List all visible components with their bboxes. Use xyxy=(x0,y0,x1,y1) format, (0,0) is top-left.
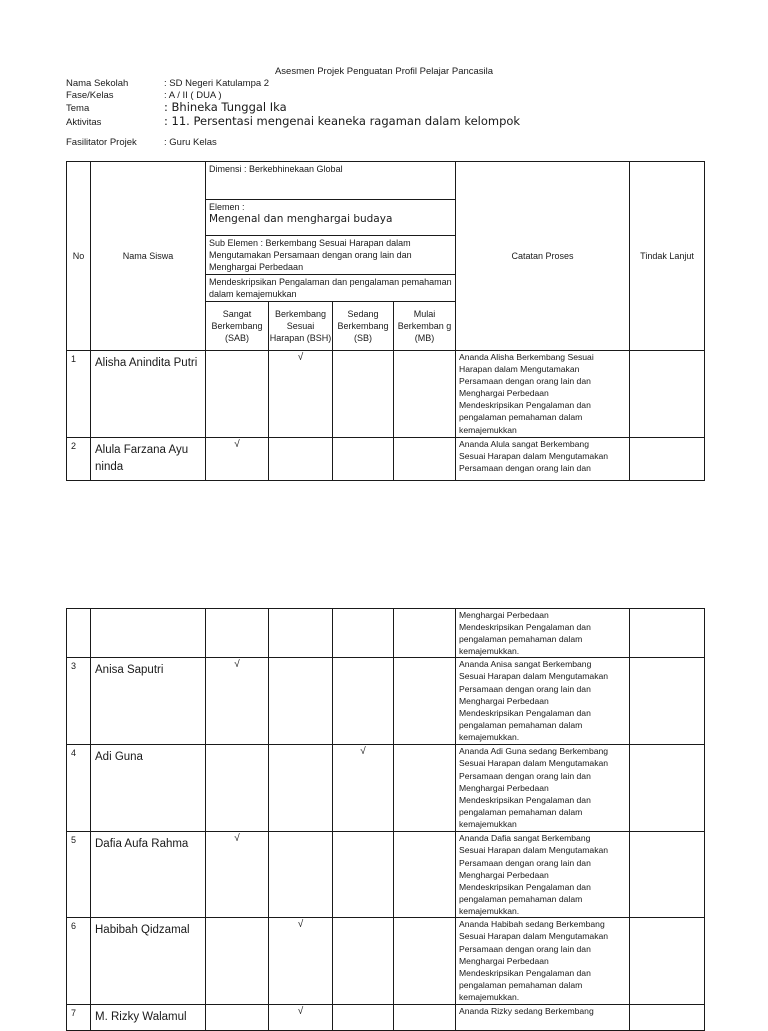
header-follow-up: Tindak Lanjut xyxy=(630,162,705,351)
level-cell xyxy=(269,745,333,832)
level-cell xyxy=(269,609,333,658)
note-line: kemajemukkan. xyxy=(459,646,520,657)
note-line: Ananda Habibah sedang Berkembang xyxy=(459,919,605,930)
table-row xyxy=(67,351,705,438)
level-cell xyxy=(206,918,269,1005)
table-row xyxy=(67,438,705,481)
level-cell xyxy=(333,832,394,918)
note-line: kemajemukkan xyxy=(459,424,517,435)
row-number: 3 xyxy=(67,658,91,745)
note-line: Mendeskripsikan Pengalaman dan xyxy=(459,794,591,805)
note-line: pengalaman pemahaman dalam xyxy=(459,412,583,423)
process-note xyxy=(456,351,630,438)
header-element xyxy=(206,200,456,236)
note-line: Ananda Alula sangat Berkembang xyxy=(459,439,589,449)
note-line: Mendeskripsikan Pengalaman dan xyxy=(459,967,591,978)
header-sub-element: Sub Elemen : Berkembang Sesuai Harapan dalam Mengutamakan Persamaan dengan orang lain dan Menghargai Perbedaan xyxy=(206,236,456,275)
note-line: Persamaan dengan orang lain dan xyxy=(459,857,591,868)
level-cell xyxy=(333,351,394,438)
level-cell xyxy=(206,438,269,481)
follow-up-cell xyxy=(630,351,705,438)
note-line: Harapan dalam Mengutamakan xyxy=(459,364,580,375)
table-row xyxy=(67,609,705,658)
student-name xyxy=(91,609,206,658)
table-row xyxy=(67,658,705,745)
table-row xyxy=(67,745,705,832)
level-cell xyxy=(269,351,333,438)
level-cell xyxy=(269,658,333,745)
student-name: Alula Farzana Ayu ninda xyxy=(91,438,206,481)
level-cell xyxy=(206,351,269,438)
level-cell xyxy=(206,609,269,658)
info-value: : Guru Kelas xyxy=(164,137,217,148)
note-line: kemajemukkan. xyxy=(459,991,520,1002)
note-line: Ananda Dafia sangat Berkembang xyxy=(459,833,591,844)
info-label: Nama Sekolah xyxy=(66,78,129,89)
header-process-notes: Catatan Proses xyxy=(456,162,630,351)
note-line: kemajemukkan xyxy=(459,818,517,829)
level-cell xyxy=(269,832,333,918)
row-number xyxy=(67,609,91,658)
table-row xyxy=(67,1005,705,1031)
follow-up-cell xyxy=(630,438,705,481)
level-cell xyxy=(394,438,456,481)
note-line: pengalaman pemahaman dalam xyxy=(459,634,583,645)
note-line: Menghargai Perbedaan xyxy=(459,955,549,966)
follow-up-cell xyxy=(630,609,705,658)
note-line: Sesuai Harapan dalam Mengutamakan xyxy=(459,671,609,682)
level-cell xyxy=(206,832,269,918)
note-line: kemajemukkan. xyxy=(459,731,520,742)
level-cell xyxy=(394,609,456,658)
note-line: Mendeskripsikan Pengalaman dan xyxy=(459,622,591,633)
note-line: Menghargai Perbedaan xyxy=(459,388,549,399)
level-cell xyxy=(333,745,394,832)
note-line: pengalaman pemahaman dalam xyxy=(459,893,583,904)
check-mark: √ xyxy=(234,659,240,671)
note-line: Ananda Rizky sedang Berkembang xyxy=(459,1006,594,1017)
note-line: pengalaman pemahaman dalam xyxy=(459,806,583,817)
info-label: Fase/Kelas xyxy=(66,90,114,101)
process-note xyxy=(456,609,630,658)
element-label: Elemen : xyxy=(209,202,245,212)
header-student-name: Nama Siswa xyxy=(91,162,206,351)
note-line: Menghargai Perbedaan xyxy=(459,782,549,793)
header-dimension: Dimensi : Berkebhinekaan Global xyxy=(206,162,456,200)
level-cell xyxy=(394,351,456,438)
level-cell xyxy=(269,1005,333,1031)
table-row xyxy=(67,918,705,1005)
process-note xyxy=(456,438,630,481)
header-level-mb: Mulai Berkemban g (MB) xyxy=(394,302,456,351)
note-line: Mendeskripsikan Pengalaman dan xyxy=(459,400,591,411)
level-cell xyxy=(333,609,394,658)
student-name: Habibah Qidzamal xyxy=(91,918,206,1005)
header-level-bsh: Berkembang Sesuai Harapan (BSH) xyxy=(269,302,333,351)
note-line: pengalaman pemahaman dalam xyxy=(459,979,583,990)
assessment-table-page1 xyxy=(66,161,705,481)
level-cell xyxy=(394,918,456,1005)
follow-up-cell xyxy=(630,832,705,918)
table-row xyxy=(67,832,705,918)
check-mark: √ xyxy=(297,919,304,931)
element-value: Mengenal dan menghargai budaya xyxy=(209,213,393,225)
follow-up-cell xyxy=(630,1005,705,1031)
level-cell xyxy=(394,658,456,745)
note-line: Sesuai Harapan dalam Mengutamakan xyxy=(459,931,609,942)
note-line: Ananda Adi Guna sedang Berkembang xyxy=(459,746,609,757)
info-label: Tema xyxy=(66,103,90,114)
document-title: Asesmen Projek Penguatan Profil Pelajar Pancasila xyxy=(274,66,494,77)
header-level-sab: Sangat Berkembang (SAB) xyxy=(206,302,269,351)
check-mark: √ xyxy=(234,833,240,845)
check-mark: √ xyxy=(234,439,240,450)
check-mark: √ xyxy=(297,1006,304,1018)
header-level-sb: Sedang Berkembang (SB) xyxy=(333,302,394,351)
row-number: 7 xyxy=(67,1005,91,1031)
note-line: Mendeskripsikan Pengalaman dan xyxy=(459,707,591,718)
header-description: Mendeskripsikan Pengalaman dan pengalaman pemahaman dalam kemajemukkan xyxy=(206,275,456,302)
assessment-table-page2 xyxy=(66,608,705,1031)
level-cell xyxy=(394,1005,456,1031)
process-note xyxy=(456,745,630,832)
info-label: Fasilitator Projek xyxy=(66,137,137,148)
follow-up-cell xyxy=(630,918,705,1005)
check-mark: √ xyxy=(360,746,366,758)
follow-up-cell xyxy=(630,658,705,745)
row-number: 6 xyxy=(67,918,91,1005)
level-cell xyxy=(333,438,394,481)
level-cell xyxy=(333,658,394,745)
process-note xyxy=(456,1005,630,1031)
info-value: : A / II ( DUA ) xyxy=(164,90,222,101)
check-mark: √ xyxy=(297,352,304,363)
level-cell xyxy=(333,1005,394,1031)
row-number: 2 xyxy=(67,438,91,481)
note-line: Menghargai Perbedaan xyxy=(459,695,549,706)
process-note xyxy=(456,658,630,745)
note-line: Menghargai Perbedaan xyxy=(459,869,549,880)
level-cell xyxy=(206,1005,269,1031)
info-value: : SD Negeri Katulampa 2 xyxy=(164,78,270,89)
note-line: pengalaman pemahaman dalam xyxy=(459,719,583,730)
row-number: 1 xyxy=(67,351,91,438)
row-number: 4 xyxy=(67,745,91,832)
process-note xyxy=(456,918,630,1005)
note-line: Mendeskripsikan Pengalaman dan xyxy=(459,881,591,892)
student-name: Anisa Saputri xyxy=(91,658,206,745)
note-line: Persamaan dengan orang lain dan xyxy=(459,770,591,781)
follow-up-cell xyxy=(630,745,705,832)
note-line: Sesuai Harapan dalam Mengutamakan xyxy=(459,845,609,856)
student-name: Dafia Aufa Rahma xyxy=(91,832,206,918)
process-note xyxy=(456,832,630,918)
student-name: Alisha Anindita Putri xyxy=(91,351,206,438)
header-no: No xyxy=(67,162,91,351)
info-label: Aktivitas xyxy=(66,117,102,128)
level-cell xyxy=(206,658,269,745)
level-cell xyxy=(394,832,456,918)
note-line: Ananda Alisha Berkembang Sesuai xyxy=(459,352,594,362)
note-line: Sesuai Harapan dalam Mengutamakan xyxy=(459,758,609,769)
note-line: Sesuai Harapan dalam Mengutamakan xyxy=(459,451,609,462)
note-line: Persamaan dengan orang lain dan xyxy=(459,683,591,694)
note-line: Ananda Anisa sangat Berkembang xyxy=(459,659,592,670)
note-line: Persamaan dengan orang lain dan xyxy=(459,943,591,954)
note-line: Menghargai Perbedaan xyxy=(459,610,549,620)
level-cell xyxy=(206,745,269,832)
level-cell xyxy=(333,918,394,1005)
student-name: M. Rizky Walamul xyxy=(91,1005,206,1031)
row-number: 5 xyxy=(67,832,91,918)
note-line: Persamaan dengan orang lain dan xyxy=(459,463,591,474)
level-cell xyxy=(394,745,456,832)
info-value: : Bhineka Tunggal Ika xyxy=(164,100,287,114)
student-name: Adi Guna xyxy=(91,745,206,832)
note-line: kemajemukkan. xyxy=(459,905,520,916)
note-line: Persamaan dengan orang lain dan xyxy=(459,376,591,387)
level-cell xyxy=(269,438,333,481)
level-cell xyxy=(269,918,333,1005)
info-value: : 11. Persentasi mengenai keaneka ragaman dalam kelompok xyxy=(164,114,521,128)
